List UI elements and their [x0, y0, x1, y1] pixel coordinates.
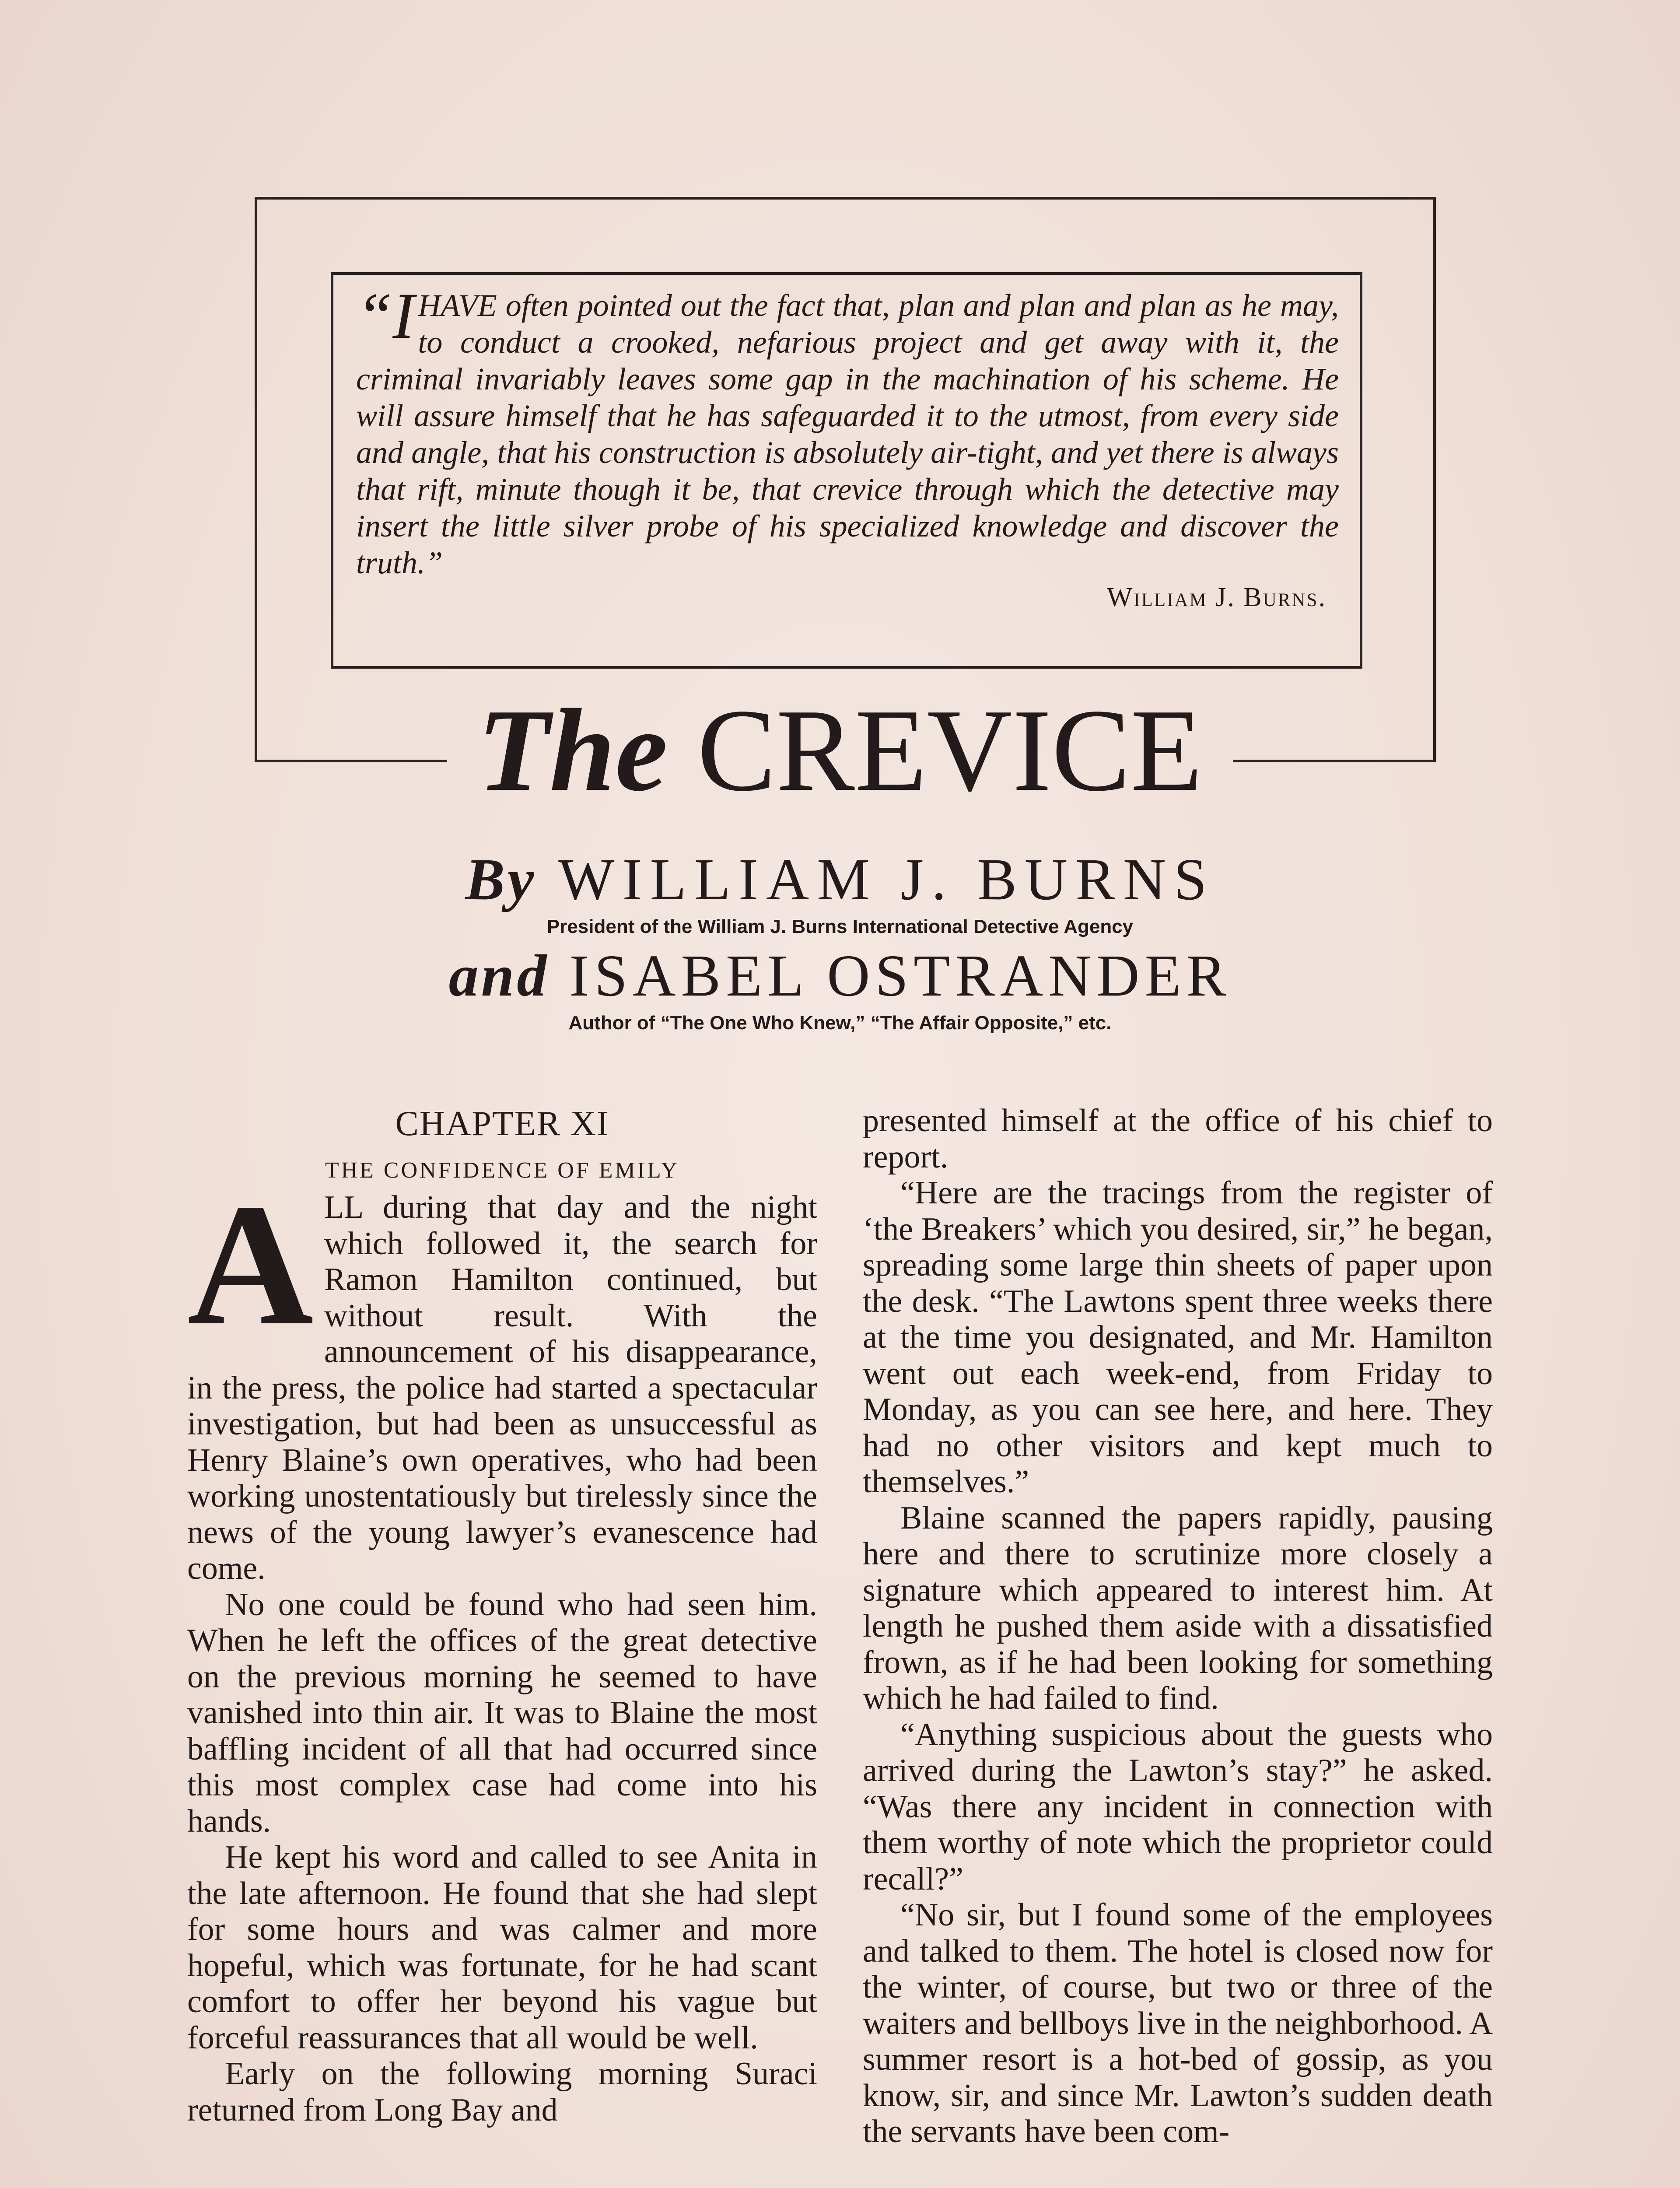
paragraph: “No sir, but I found some of the employees and talked to them. The hotel is closed now for the winter, of course, but two or three of the waiters and bellboys live in the neighborhood. A summer resort is a hot-bed of gossip, as you know, sir, and since Mr. Lawton’s sudden death the servants have been com-: [863, 1897, 1493, 2149]
chapter-number: CHAPTER XI: [395, 1105, 609, 1143]
paragraph: “Anything suspicious about the guests who arrived during the Lawton’s stay?” he asked. “Was there any incident in connection with them worthy of note which the proprietor could recall?”: [863, 1716, 1493, 1897]
paragraph: He kept his word and called to see Anita in the late afternoon. He found that she had slept for some hours and was calmer and more hopeful, which was fortunate, for he had scant comfort to offer her beyond his vague but forceful reassurances that all would be well.: [187, 1839, 817, 2056]
author-credit: President of the William J. Burns International Detective Agency: [546, 916, 1134, 937]
chapter-title: THE CONFIDENCE OF EMILY: [325, 1158, 680, 1183]
author-name: WILLIAM J. BURNS: [558, 847, 1215, 912]
paragraph: “Here are the tracings from the register of ‘the Breakers’ which you desired, sir,” he began, spreading some large thin sheets of paper upon the desk. “The Lawtons spent three weeks there at the time you designated, and Mr. Hamilton went out each week-end, from Friday to Monday, as you can see here, and here. They had no other visitors and kept much to themselves.”: [863, 1175, 1493, 1500]
epigraph-initial: “I: [356, 280, 415, 352]
title-main: CREVICE: [697, 685, 1203, 816]
byline-first-author: [175, 845, 1505, 915]
article-title: [438, 685, 1242, 816]
paragraph: Blaine scanned the papers rapidly, pausing here and there to scrutinize more closely a signature which appeared to interest him. At length he pushed them aside with a dissatisfied frown, as if he had been looking for something which he had failed to find.: [863, 1500, 1493, 1716]
title-article: The: [477, 685, 668, 816]
epigraph-text: “I HAVE often pointed out the fact that, plan and plan and plan as he may, to conduct a crooked, nefarious project and get away with it, the criminal invariably leaves some gap in the machination of his scheme. He will assure himself that he has safeguarded it to the utmost, from every side and angle, that his construction is absolutely air-tight, and yet there is always that rift, minute though it be, that crevice through which the detective may insert the little silver probe of his specialized knowledge and discover the truth.”: [356, 280, 1339, 580]
paragraph: Early on the following morning Suraci returned from Long Bay and: [187, 2056, 817, 2128]
byline-prefix: By: [465, 847, 537, 912]
paragraph: LL during that day and the night which followed it, the search for Ramon Hamilton continued, but without result. With the announcement of his disappearance, in the press, the police had started a spectacular investigation, but had been as unsuccessful as Henry Blaine’s own operatives, who had been working unostentatiously but tirelessly since the news of the young lawyer’s evanescence had come.: [187, 1189, 817, 1586]
drop-cap: A: [187, 1168, 314, 1361]
text-column-right: [863, 1103, 1493, 2150]
paragraph: No one could be found who had seen him. When he left the offices of the great detective on the previous morning he seemed to have vanished into thin air. It was to Blaine the most baffling incident of all that had occurred since this most complex case had come into his hands.: [187, 1586, 817, 1839]
paragraph: presented himself at the office of his chief to report.: [863, 1103, 1493, 1175]
author-name: ISABEL OSTRANDER: [569, 943, 1232, 1009]
byline-prefix: and: [448, 943, 550, 1009]
text-column-left: [187, 1103, 817, 2128]
epigraph-box: [331, 272, 1362, 669]
byline-second-author: [175, 941, 1505, 1011]
author-credit: Author of “The One Who Knew,” “The Affair Opposite,” etc.: [568, 1012, 1112, 1034]
epigraph-attribution: William J. Burns.: [1106, 582, 1326, 612]
frame-rule-right: [1233, 760, 1436, 762]
frame-rule-left: [255, 760, 447, 762]
